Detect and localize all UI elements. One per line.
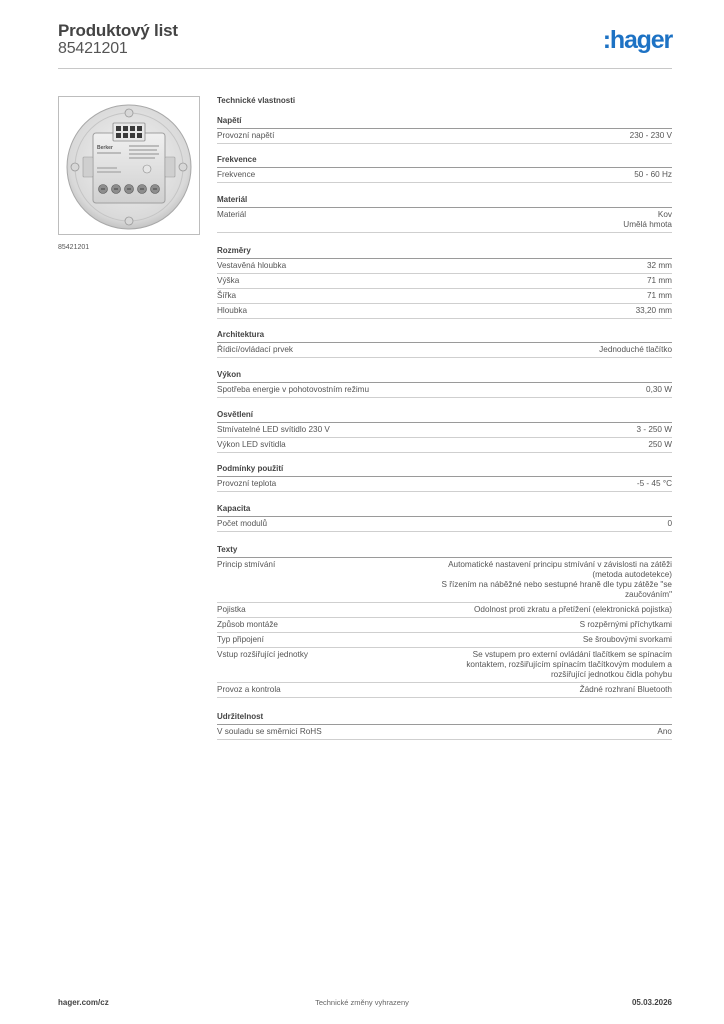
spec-value-line: kontaktem, rozšiřujícím spínacím tlačítkovým modulem a — [466, 660, 672, 669]
spec-value-line: S rozpěrnými příchytkami — [579, 620, 672, 629]
spec-value-line: Kov — [657, 210, 672, 219]
spec-value-line: rozšiřující jednotkou čidla pohybu — [550, 670, 672, 679]
spec-label: Počet modulů — [217, 519, 268, 528]
section-title: Napětí — [217, 116, 672, 129]
spec-value — [290, 620, 672, 630]
spec-row — [217, 558, 672, 603]
spec-sections — [217, 116, 672, 740]
spec-value — [258, 210, 672, 230]
spec-value-line: Umělá hmota — [623, 220, 672, 229]
spec-row — [217, 343, 672, 358]
spec-section — [217, 195, 672, 233]
spec-value — [287, 560, 672, 600]
spec-value-line: S řízením na náběžné nebo sestupné hraně dle typu zátěže "se — [441, 580, 672, 589]
spec-value — [381, 385, 672, 395]
spec-row — [217, 383, 672, 398]
spec-row — [217, 517, 672, 532]
spec-row — [217, 477, 672, 492]
section-title: Podmínky použití — [217, 464, 672, 477]
spec-value — [251, 276, 672, 286]
spec-section — [217, 464, 672, 492]
spec-value — [258, 605, 672, 615]
spec-value-line: 0 — [667, 519, 672, 528]
spec-value — [320, 650, 672, 680]
spec-row — [217, 208, 672, 233]
spec-value-line: 250 W — [648, 440, 672, 449]
spec-value-line: 230 - 230 V — [629, 131, 672, 140]
spec-label: Provozní teplota — [217, 479, 277, 488]
spec-row — [217, 603, 672, 618]
hager-logo — [603, 28, 672, 53]
spec-value-line: -5 - 45 °C — [636, 479, 672, 488]
spec-row — [217, 289, 672, 304]
spec-value — [276, 635, 672, 645]
spec-value — [286, 131, 672, 141]
spec-row — [217, 438, 672, 453]
spec-section — [217, 330, 672, 358]
section-title: Architektura — [217, 330, 672, 343]
spec-value — [334, 727, 672, 737]
spec-row — [217, 304, 672, 319]
spec-label: Princip stmívání — [217, 560, 276, 569]
spec-label: Výška — [217, 276, 240, 285]
image-caption: 85421201 — [58, 244, 90, 251]
logo-colon-icon: : — [602, 26, 610, 54]
spec-section — [217, 504, 672, 532]
spec-label: Výkon LED svítidla — [217, 440, 286, 449]
section-title: Materiál — [217, 195, 672, 208]
specs-heading: Technické vlastnosti — [217, 96, 296, 105]
logo-text: hager — [609, 26, 672, 54]
footer-date: 05.03.2026 — [631, 998, 672, 1007]
spec-value-line: 50 - 60 Hz — [634, 170, 672, 179]
spec-value — [259, 306, 672, 316]
spec-label: Vestavěná hloubka — [217, 261, 287, 270]
spec-value-line: Žádné rozhraní Bluetooth — [579, 685, 672, 694]
spec-value-line: Ano — [657, 727, 672, 736]
spec-row — [217, 129, 672, 144]
spec-label: Šířka — [217, 291, 237, 300]
spec-value-line: 71 mm — [646, 276, 672, 285]
spec-section — [217, 246, 672, 319]
section-title: Rozměry — [217, 246, 672, 259]
footer-note: Technické změny vyhrazeny — [315, 998, 409, 1007]
spec-label: V souladu se směrnicí RoHS — [217, 727, 322, 736]
spec-row — [217, 274, 672, 289]
spec-section — [217, 410, 672, 453]
section-title: Texty — [217, 545, 672, 558]
spec-label: Vstup rozšiřující jednotky — [217, 650, 309, 659]
spec-label: Provoz a kontrola — [217, 685, 281, 694]
spec-value-line: Odolnost proti zkratu a přetížení (elektronická pojistka) — [474, 605, 672, 614]
spec-section — [217, 712, 672, 740]
spec-value-line: 0,30 W — [646, 385, 672, 394]
spec-value-line: Jednoduché tlačítko — [599, 345, 672, 354]
spec-label: Materiál — [217, 210, 247, 219]
spec-value-line: 3 - 250 W — [636, 425, 672, 434]
spec-value-line: 33,20 mm — [635, 306, 672, 315]
spec-row — [217, 168, 672, 183]
product-image — [58, 96, 200, 235]
spec-section — [217, 116, 672, 144]
spec-row — [217, 725, 672, 740]
spec-value-line: Se vstupem pro externí ovládání tlačítkem se spínacím — [472, 650, 672, 659]
spec-row — [217, 648, 672, 683]
spec-label: Stmívatelné LED svítidlo 230 V — [217, 425, 330, 434]
technical-specs — [217, 96, 672, 740]
spec-value — [267, 170, 672, 180]
spec-value-line: (metoda autodetekce) — [592, 570, 672, 579]
spec-row — [217, 633, 672, 648]
spec-label: Provozní napětí — [217, 131, 275, 140]
page-title: Produktový list — [58, 21, 178, 40]
header-divider — [58, 68, 672, 69]
spec-label: Frekvence — [217, 170, 256, 179]
spec-section — [217, 545, 672, 698]
spec-row — [217, 618, 672, 633]
dimmer-insert-icon — [59, 97, 199, 234]
product-code: 85421201 — [58, 40, 128, 57]
spec-value — [288, 479, 672, 489]
spec-label: Typ připojení — [217, 635, 264, 644]
spec-row — [217, 423, 672, 438]
spec-value — [342, 425, 672, 435]
spec-value — [298, 440, 672, 450]
spec-row — [217, 259, 672, 274]
spec-value-line: Se šroubovými svorkami — [582, 635, 672, 644]
spec-section — [217, 155, 672, 183]
spec-value — [279, 519, 672, 529]
spec-label: Hloubka — [217, 306, 248, 315]
spec-label: Pojistka — [217, 605, 246, 614]
spec-value-line: zaučováním" — [624, 590, 672, 599]
spec-value — [293, 685, 672, 695]
section-title: Frekvence — [217, 155, 672, 168]
spec-value-line: 32 mm — [646, 261, 672, 270]
spec-label: Spotřeba energie v pohotovostním režimu — [217, 385, 370, 394]
brand-label: Berker — [97, 145, 113, 151]
spec-value-line: 71 mm — [646, 291, 672, 300]
footer-website: hager.com/cz — [58, 998, 109, 1007]
spec-section — [217, 370, 672, 398]
spec-value — [305, 345, 672, 355]
spec-label: Řídicí/ovládací prvek — [217, 345, 293, 354]
section-title: Udržitelnost — [217, 712, 672, 725]
spec-value — [298, 261, 672, 271]
section-title: Kapacita — [217, 504, 672, 517]
spec-row — [217, 683, 672, 698]
spec-value-line: Automatické nastavení principu stmívání v závislosti na zátěži — [448, 560, 672, 569]
section-title: Osvětlení — [217, 410, 672, 423]
section-title: Výkon — [217, 370, 672, 383]
spec-label: Způsob montáže — [217, 620, 278, 629]
spec-value — [248, 291, 672, 301]
